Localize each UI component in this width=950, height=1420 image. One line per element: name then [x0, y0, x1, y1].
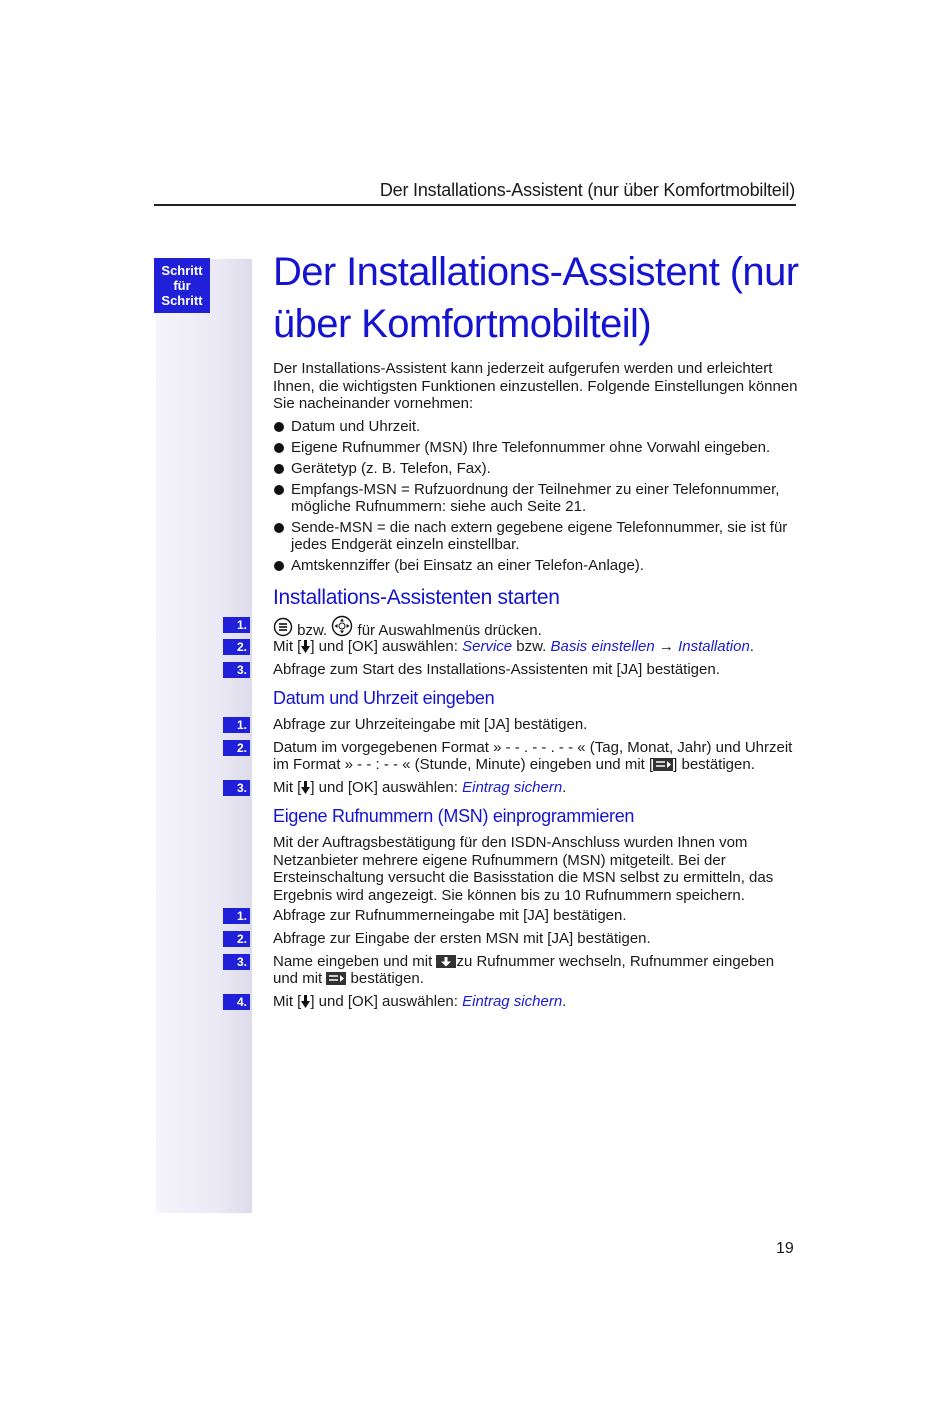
down-arrow-key-icon [301, 640, 310, 653]
bullet-item: Empfangs-MSN = Rufzuordnung der Teilnehmer zu einer Telefonnummer, mögliche Rufnummern: siehe auch Seite 21. [273, 481, 798, 515]
bullet-item: Eigene Rufnummer (MSN) Ihre Telefonnummer ohne Vorwahl eingeben. [273, 439, 798, 456]
badge-line-3: Schritt [161, 293, 203, 308]
page-title [273, 246, 813, 350]
menu-link-installation: Installation [678, 638, 750, 655]
confirm-key-icon [326, 972, 346, 985]
step-start-3: Abfrage zum Start des Installations-Assistenten mit [JA] bestätigen. [273, 661, 720, 678]
step-number: 3. [223, 954, 250, 970]
title-line-2: über Komfortmobilteil) [273, 302, 652, 346]
badge-line-1: Schritt [161, 263, 203, 278]
running-header: Der Installations-Assistent (nur über Komfortmobilteil) [379, 180, 795, 200]
menu-key-icon [273, 617, 293, 637]
step-msn-4: Mit [ ] und [OK] auswählen: Eintrag sichern. [273, 993, 567, 1010]
header-rule [154, 204, 796, 206]
step-number: 1. [223, 617, 250, 633]
msn-intro-paragraph: Mit der Auftragsbestätigung für den ISDN-Anschluss wurden Ihnen vom Netzanbieter mehrere eigene Rufnummern (MSN) mitgeteilt. Bei der Ersteinschaltung versucht die Basisstation die MSN selbst zu ermitteln, das Ergebnis wird angezeigt. Sie können bis zu 10 Rufnummern speichern. [273, 834, 774, 904]
title-line-1: Der Installations-Assistent (nur [273, 250, 799, 294]
down-arrow-key-icon [436, 955, 456, 968]
step-number: 1. [223, 908, 250, 924]
schritt-fuer-schritt-badge [154, 258, 210, 313]
badge-line-2: für [173, 278, 191, 293]
step-number: 2. [223, 931, 250, 947]
step-datetime-2: Datum im vorgegebenen Format » - - . - - . - - « (Tag, Monat, Jahr) und Uhrzeit im Format » - - : - - « (Stunde, Minute) eingeben und mit [ ] bestätigen. [273, 739, 793, 773]
step-msn-3: Name eingeben und mit zu Rufnummer wechseln, Rufnummer eingeben und mit bestätigen. [273, 953, 775, 987]
menu-link-basis-einstellen: Basis einstellen [550, 638, 655, 655]
step-datetime-1: Abfrage zur Uhrzeiteingabe mit [JA] bestätigen. [273, 716, 588, 733]
nav-key-icon [331, 615, 353, 637]
confirm-key-icon [653, 758, 673, 771]
section-heading-start: Installations-Assistenten starten [273, 586, 560, 609]
section-heading-datetime: Datum und Uhrzeit eingeben [273, 688, 495, 708]
bullet-item: Amtskennziffer (bei Einsatz an einer Telefon-Anlage). [273, 557, 798, 574]
bullet-item: Gerätetyp (z. B. Telefon, Fax). [273, 460, 798, 477]
step-number: 2. [223, 639, 250, 655]
step-number: 1. [223, 717, 250, 733]
step-number: 3. [223, 780, 250, 796]
step-start-2: Mit [ ] und [OK] auswählen: Service bzw. Basis einstellen → Installation. [273, 638, 754, 655]
section-heading-msn: Eigene Rufnummern (MSN) einprogrammieren [273, 806, 635, 826]
menu-link-eintrag-sichern: Eintrag sichern [462, 779, 563, 796]
bullet-item: Sende-MSN = die nach extern gegebene eigene Telefonnummer, sie ist für jedes Endgerät einzeln einstellbar. [273, 519, 798, 553]
step-msn-1: Abfrage zur Rufnummerneingabe mit [JA] bestätigen. [273, 907, 627, 924]
step-start-1: bzw. für Auswahlmenüs drücken. [273, 615, 798, 639]
step-number: 3. [223, 662, 250, 678]
bullet-item: Datum und Uhrzeit. [273, 418, 798, 435]
menu-link-eintrag-sichern: Eintrag sichern [462, 993, 563, 1010]
step-number: 2. [223, 740, 250, 756]
menu-link-service: Service [462, 638, 513, 655]
margin-band [156, 259, 252, 1213]
step-msn-2: Abfrage zur Eingabe der ersten MSN mit [JA] bestätigen. [273, 930, 651, 947]
down-arrow-key-icon [301, 995, 310, 1008]
step-number: 4. [223, 994, 250, 1010]
page-number: 19 [776, 1240, 794, 1257]
down-arrow-key-icon [301, 781, 310, 794]
step-datetime-3: Mit [ ] und [OK] auswählen: Eintrag sichern. [273, 779, 567, 796]
intro-paragraph: Der Installations-Assistent kann jederzeit aufgerufen werden und erleichtert Ihnen, die wichtigsten Funktionen einzustellen. Folgende Einstellungen können Sie nacheinander vornehmen: [273, 360, 798, 412]
